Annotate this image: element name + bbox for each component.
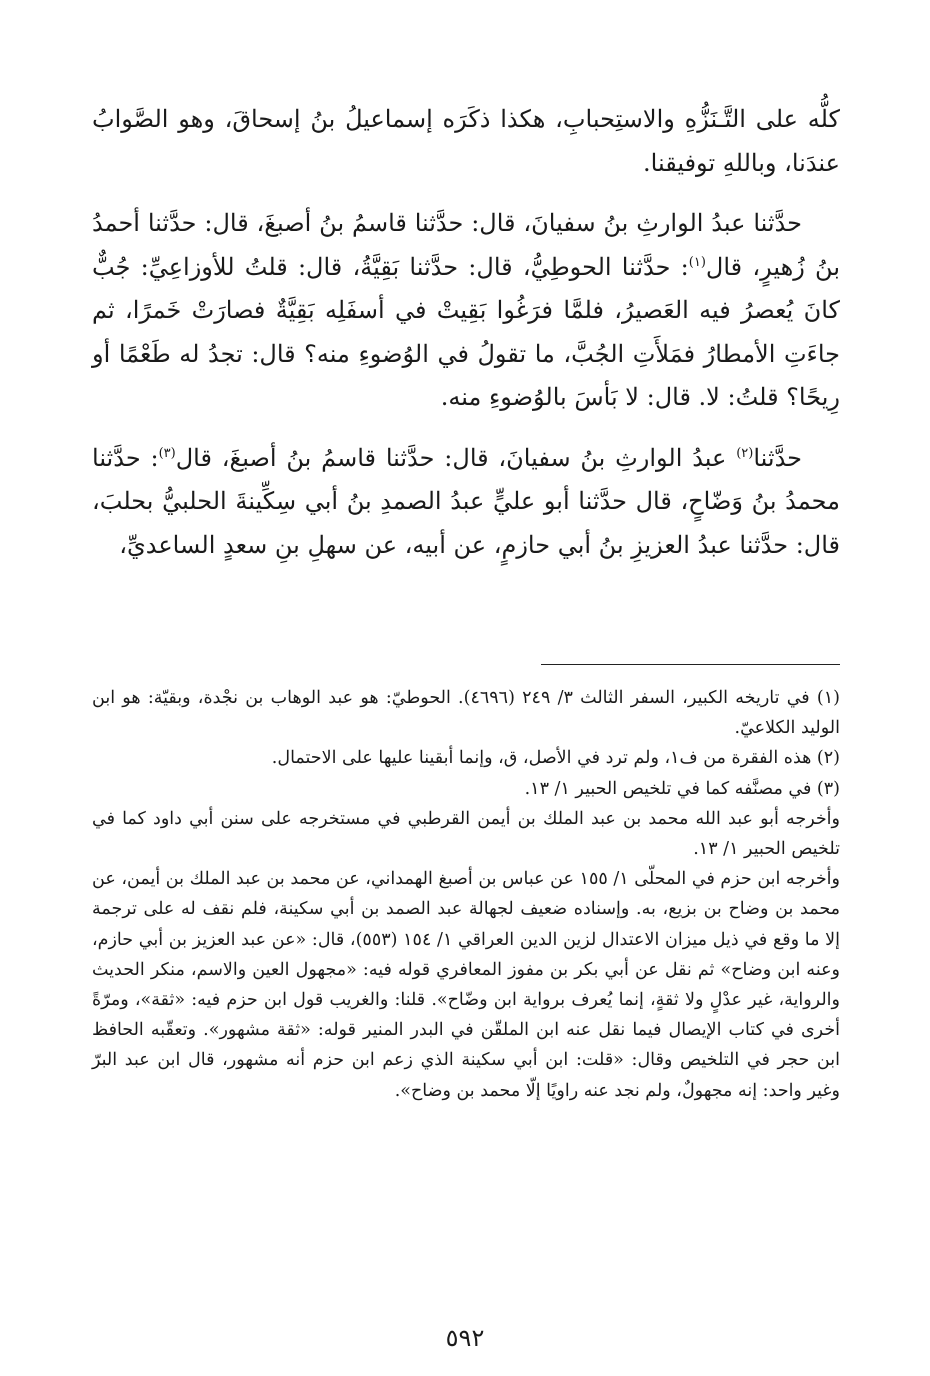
paragraph-3-text-c: : حدَّثنا محمدُ بنُ وَضّاحٍ، قال حدَّثنا أبو عليٍّ عبدُ الصمدِ بنُ أبي سِكِّينةَ الحلبيُّ بحلبَ، قال: حدَّثنا عبدُ العزيزِ بنُ أبي حازمٍ، عن أبيه، عن سهلِ بنِ سعدٍ الساعديِّ، — [92, 443, 840, 559]
page-number: ٥٩٢ — [445, 1324, 485, 1352]
footnote-separator — [541, 664, 840, 665]
footnote-marker-3[interactable]: (٣) — [158, 445, 176, 461]
paragraph-2-text-a: حدَّثنا عبدُ الوارثِ بنُ سفيانَ، قال: حدَّثنا قاسمُ بنُ أصبغَ، قال: حدَّثنا أحمدُ بنُ زُهيرٍ، قال — [92, 209, 841, 281]
footnote-1: (١) في تاريخه الكبير، السفر الثالث ٣/ ٢٤٩ (٤٦٩٦). الحوطيّ: هو عبد الوهاب بن نجْدة، وبقيّة: هو ابن الوليد الكلاعيّ. — [92, 688, 840, 739]
footnote-2: (٢) هذه الفقرة من ف١، ولم ترد في الأصل، ق، وإنما أبقينا عليها على الاحتمال. — [271, 748, 840, 769]
commentary-1: وأخرجه أبو عبد الله محمد بن عبد الملك بن أيمن القرطبي في مستخرجه على سنن أبي داود كما في تلخيص الحبير ١/ ١٣. — [92, 808, 840, 860]
paragraph-3-text-b: عبدُ الوارثِ بنُ سفيانَ، قال: حدَّثنا قاسمُ بنُ أصبغَ، قال — [175, 443, 737, 472]
footnotes — [92, 683, 840, 1106]
footnote-marker-1[interactable]: (١) — [688, 254, 706, 270]
footnote-marker-2[interactable]: (٢) — [736, 445, 754, 461]
main-text — [92, 98, 840, 584]
paragraph-1 — [92, 98, 840, 185]
footnote-3: (٣) في مصنَّفه كما في تلخيص الحبير ١/ ١٣. — [524, 778, 840, 799]
paragraph-3 — [92, 437, 840, 568]
paragraph-3-text-a: حدَّثنا — [753, 443, 802, 472]
commentary-2: وأخرجه ابن حزم في المحلّى ١/ ١٥٥ عن عباس بن أصبغ الهمداني، عن محمد بن عبد الملك بن أيمن، عن محمد بن وضاح بن بزيع، به. وإسناده ضعيف لجهالة عبد الصمد بن أبي سكينة، فلم نقف له على ترجمة إلا ما وقع في ذيل ميزان الاعتدال لزين الدين العراقي ١/ ١٥٤ (٥٥٣)، قال: «عن عبد العزيز بن أبي حازم، وعنه ابن وضاح» ثم نقل عن أبي بكر بن مفوز المعافري قوله فيه: «مجهول العين والاسم، منكر الحديث والرواية، غير عدْلٍ ولا ثقةٍ، إنما يُعرف برواية ابن وضّاح». قلنا: والغريب قول ابن حزم فيه: «ثقة»، ومرّةً أخرى في كتاب الإيصال فيما نقل عنه ابن الملقّن في البدر المنير قوله: «ثقة مشهور». وتعقّبه الحافظ ابن حجر في التلخيص وقال: «قلت: ابن أبي سكينة الذي زعم ابن حزم أنه مشهور، قال ابن عبد البرّ وغير واحد: إنه مجهولٌ، ولم نجد عنه راويًا إلّا محمد بن وضاح». — [92, 869, 841, 1101]
paragraph-1-text: كلُّه على التَّـنَزُّهِ والاستِحبابِ، هكذا ذكَرَه إسماعيلُ بنُ إسحاقَ، وهو الصَّوابُ عندَنا، وباللهِ توفيقنا. — [92, 105, 840, 177]
paragraph-2 — [92, 202, 840, 420]
paragraph-2-text-b: : حدَّثنا الحوطِيُّ، قال: حدَّثنا بَقِيَّةُ، قال: قلتُ للأوزاعِيِّ: جُبٌّ كانَ يُعصرُ فيه العَصيرُ، فلمَّا فرَغُوا بَقِيتْ في أسفَلِه بَقِيَّةٌ فصارَتْ خَمرًا، ثم جاءَتِ الأمطارُ فمَلأَتِ الجُبَّ، ما تقولُ في الوُضوءِ منه؟ قال: تجدُ له طَعْمًا أو رِيحًا؟ قلتُ: لا. قال: لا بَأسَ بالوُضوءِ منه. — [92, 252, 840, 411]
